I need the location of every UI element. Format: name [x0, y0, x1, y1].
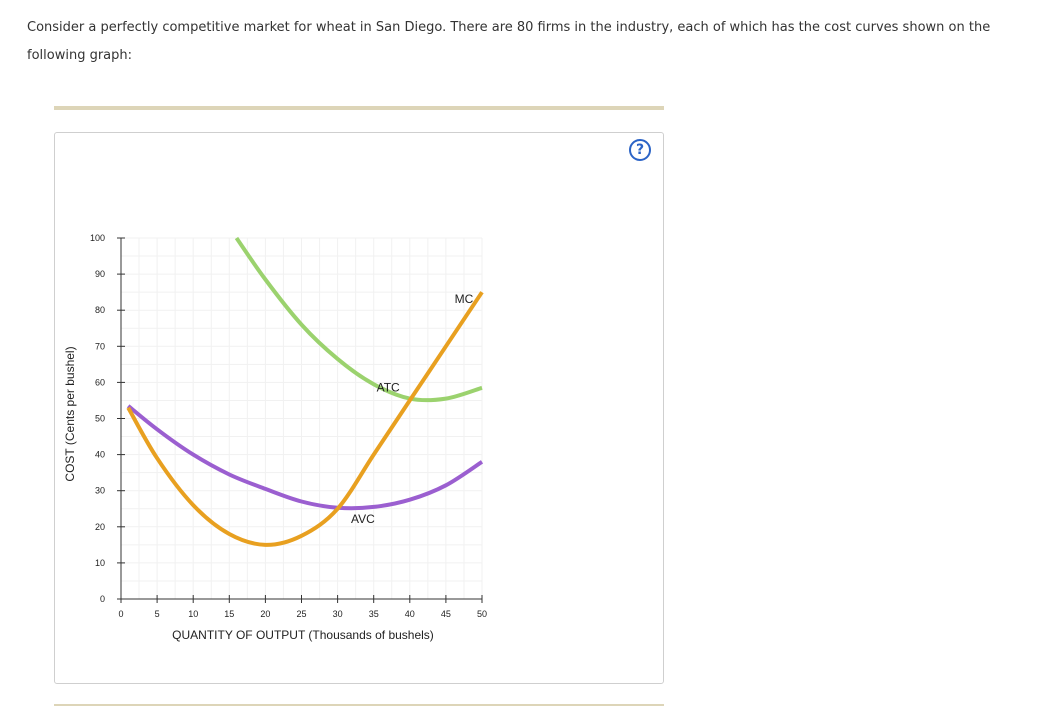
y-tick-label: 80	[94, 305, 105, 316]
y-tick-label: 50	[94, 413, 105, 424]
question-text: Consider a perfectly competitive market for wheat in San Diego. There are 80 firms in the industry, each of which has the cost curves shown on the following graph:	[27, 20, 991, 63]
series-curves	[128, 238, 482, 545]
y-tick-label: 90	[94, 269, 105, 280]
x-axis-label: QUANTITY OF OUTPUT (Thousands of bushels)	[172, 628, 434, 642]
y-axis-label: COST (Cents per bushel)	[63, 346, 77, 482]
y-tick-label: 10	[94, 557, 105, 568]
y-tick-label: 70	[94, 341, 105, 352]
y-tick-label: 0	[99, 594, 105, 604]
x-tick-label: 5	[154, 609, 160, 619]
x-tick-label: 40	[404, 609, 415, 619]
y-tick-label: 20	[94, 521, 105, 532]
y-tick-label: 30	[94, 485, 105, 496]
x-tick-label: 30	[332, 609, 343, 619]
cost-curves-chart[interactable]	[55, 133, 663, 683]
y-tick-label: 100	[89, 233, 105, 243]
x-tick-label: 15	[224, 609, 235, 619]
x-tick-label: 25	[296, 609, 307, 619]
x-tick-label: 50	[476, 609, 488, 619]
curve-label-avc: AVC	[350, 512, 375, 527]
x-tick-label: 20	[260, 609, 271, 619]
x-tick-label: 35	[368, 609, 379, 619]
series-atc-curve[interactable]	[237, 238, 483, 400]
x-tick-label: 45	[440, 609, 451, 619]
y-tick-label: 40	[94, 449, 105, 460]
curve-label-mc: MC	[454, 291, 474, 306]
y-tick-label: 60	[94, 377, 105, 388]
x-tick-label: 10	[188, 609, 199, 619]
graph-panel	[54, 132, 664, 684]
curve-label-atc: ATC	[376, 380, 400, 395]
grid	[121, 238, 482, 599]
x-tick-label: 0	[118, 609, 124, 619]
help-icon[interactable]: ?	[629, 139, 651, 161]
top-divider	[54, 106, 664, 110]
